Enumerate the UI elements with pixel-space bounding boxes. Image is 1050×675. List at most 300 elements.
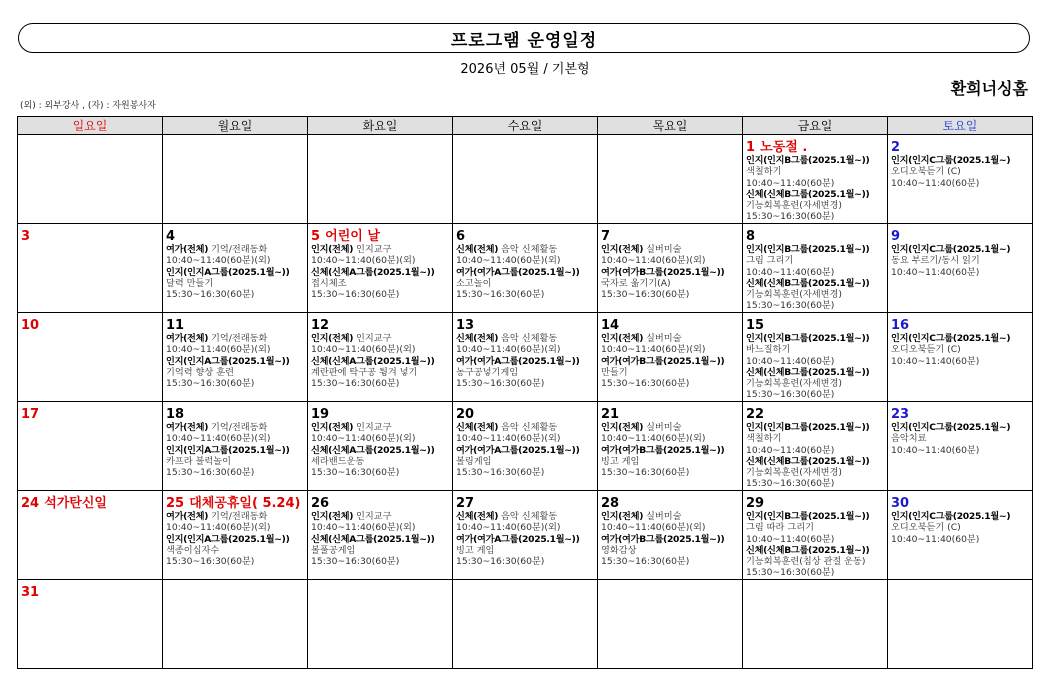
day-number: 1 — [746, 140, 756, 155]
day-header — [746, 403, 885, 422]
program-category: 신체(신체A그룹(2025.1월~)) — [311, 533, 435, 545]
program-entry — [746, 456, 885, 490]
day-header — [601, 225, 740, 244]
program-name: 볼풀공게임 — [311, 544, 356, 556]
program-time: 15:30~16:30(60분) — [746, 211, 835, 223]
program-time: 15:30~16:30(60분) — [746, 478, 835, 490]
program-entry — [311, 422, 450, 445]
program-entry — [601, 333, 740, 356]
program-name: 빙고 게임 — [601, 455, 640, 467]
program-time: 10:40~11:40(60분)(외) — [166, 344, 271, 356]
program-category: 여가(전체) — [166, 244, 209, 255]
program-name: 달력 만들기 — [166, 277, 214, 289]
program-time: 10:40~11:40(60분) — [891, 266, 980, 278]
program-entry — [166, 333, 305, 356]
program-category: 인지(전체) — [311, 333, 354, 344]
week-row — [18, 313, 1033, 402]
program-name: 음악 신체활동 — [501, 244, 558, 255]
holiday-label: 대체공휴일( 5.24) — [189, 496, 301, 511]
day-number: 18 — [166, 407, 185, 422]
day-number: 8 — [746, 229, 756, 244]
program-time: 10:40~11:40(60분) — [746, 355, 835, 367]
program-name: 그림 따라 그리기 — [746, 522, 814, 534]
program-name: 기억/전래동화 — [211, 511, 268, 522]
program-name: 소고놀이 — [456, 277, 492, 289]
day-cell — [163, 580, 308, 669]
program-time: 15:30~16:30(60분) — [311, 467, 400, 479]
day-cell — [453, 313, 598, 402]
program-category: 신체(신체A그룹(2025.1월~)) — [311, 266, 435, 278]
weekday-fri: 금요일 — [743, 117, 888, 135]
day-header — [746, 492, 885, 511]
program-entry — [456, 511, 595, 534]
program-category: 인지(전체) — [601, 511, 644, 522]
day-header — [601, 314, 740, 333]
program-category: 여가(여가A그룹(2025.1월~)) — [456, 533, 580, 545]
day-number: 25 — [166, 496, 185, 511]
program-entry — [456, 445, 595, 479]
day-cell — [308, 402, 453, 491]
program-time: 15:30~16:30(60분) — [311, 378, 400, 390]
holiday-label: 석가탄신일 — [44, 496, 107, 511]
program-name: 접시체조 — [311, 277, 347, 289]
program-category: 신체(전체) — [456, 422, 499, 433]
program-entry — [891, 155, 1030, 189]
program-category: 여가(여가B그룹(2025.1월~)) — [601, 444, 725, 456]
program-category: 신체(신체B그룹(2025.1월~)) — [746, 277, 870, 289]
holiday-label: 어린이 날 — [325, 229, 380, 244]
program-name: 기능회복훈련(자세변경) — [746, 289, 842, 301]
program-entry — [166, 445, 305, 479]
program-category: 여가(여가A그룹(2025.1월~)) — [456, 444, 580, 456]
program-time: 10:40~11:40(60분)(외) — [311, 255, 416, 267]
day-cell — [18, 402, 163, 491]
day-cell — [743, 224, 888, 313]
calendar-body — [18, 135, 1033, 669]
program-entry — [601, 244, 740, 267]
day-header — [21, 225, 160, 244]
page-title: 프로그램 운영일정 — [450, 30, 598, 51]
day-number: 31 — [21, 585, 40, 600]
day-cell — [743, 402, 888, 491]
program-time: 15:30~16:30(60분) — [601, 289, 690, 301]
week-row — [18, 580, 1033, 669]
program-time: 10:40~11:40(60분)(외) — [601, 522, 706, 534]
program-name: 색칠하기 — [746, 166, 782, 178]
page-title-box — [18, 23, 1030, 53]
day-cell — [18, 580, 163, 669]
day-cell — [453, 224, 598, 313]
program-entry — [166, 356, 305, 390]
program-name: 기능회복훈련(자세변경) — [746, 378, 842, 390]
program-name: 인지교구 — [356, 333, 392, 344]
program-entry — [746, 278, 885, 312]
day-header — [891, 225, 1030, 244]
program-category: 여가(전체) — [166, 422, 209, 433]
day-number: 13 — [456, 318, 475, 333]
day-cell — [888, 224, 1033, 313]
day-header — [456, 314, 595, 333]
schedule-subtitle: 2026년 05월 / 기본형 — [460, 62, 590, 77]
program-name: 빙고 게임 — [456, 544, 495, 556]
program-category: 여가(여가B그룹(2025.1월~)) — [601, 533, 725, 545]
program-category: 여가(여가B그룹(2025.1월~)) — [601, 355, 725, 367]
day-cell — [453, 491, 598, 580]
program-entry — [601, 534, 740, 568]
program-category: 인지(인지C그룹(2025.1월~) — [891, 244, 1011, 255]
day-header — [456, 492, 595, 511]
weekday-sat: 토요일 — [888, 117, 1033, 135]
day-header — [456, 225, 595, 244]
day-cell — [308, 224, 453, 313]
program-time: 10:40~11:40(60분)(외) — [311, 433, 416, 445]
day-cell — [18, 491, 163, 580]
program-entry — [166, 267, 305, 301]
day-cell — [743, 580, 888, 669]
program-name: 세라밴드운동 — [311, 455, 365, 467]
day-cell — [308, 135, 453, 224]
day-cell — [598, 402, 743, 491]
program-entry — [456, 244, 595, 267]
program-name: 실버미술 — [646, 511, 682, 522]
program-time: 10:40~11:40(60분)(외) — [456, 255, 561, 267]
program-name: 실버미술 — [646, 333, 682, 344]
program-time: 15:30~16:30(60분) — [456, 556, 545, 568]
program-category: 인지(인지C그룹(2025.1월~) — [891, 422, 1011, 433]
program-category: 인지(인지C그룹(2025.1월~) — [891, 511, 1011, 522]
program-entry — [166, 511, 305, 534]
program-time: 10:40~11:40(60분)(외) — [456, 433, 561, 445]
program-entry — [746, 367, 885, 401]
program-name: 인지교구 — [356, 422, 392, 433]
calendar-table — [17, 116, 1033, 669]
program-entry — [891, 244, 1030, 278]
program-name: 실버미술 — [646, 244, 682, 255]
program-name: 인지교구 — [356, 511, 392, 522]
day-cell — [163, 135, 308, 224]
program-entry — [891, 333, 1030, 367]
day-cell — [18, 135, 163, 224]
program-time: 10:40~11:40(60분)(외) — [166, 255, 271, 267]
program-name: 국자로 옮기기(A) — [601, 277, 671, 289]
program-entry — [311, 333, 450, 356]
day-cell — [453, 135, 598, 224]
day-cell — [598, 224, 743, 313]
program-name: 기억/전래동화 — [211, 333, 268, 344]
day-cell — [453, 402, 598, 491]
program-name: 기능회복훈련(침상 관절 운동) — [746, 556, 866, 568]
program-category: 신체(전체) — [456, 511, 499, 522]
program-category: 인지(전체) — [311, 422, 354, 433]
program-time: 15:30~16:30(60분) — [456, 378, 545, 390]
program-entry — [891, 511, 1030, 545]
day-header — [746, 225, 885, 244]
program-category: 인지(인지B그룹(2025.1월~)) — [746, 422, 870, 433]
program-entry — [601, 422, 740, 445]
program-name: 기능회복훈련(자세변경) — [746, 467, 842, 479]
program-time: 15:30~16:30(60분) — [601, 467, 690, 479]
program-entry — [746, 511, 885, 545]
program-time: 10:40~11:40(60분)(외) — [456, 344, 561, 356]
program-time: 10:40~11:40(60분) — [891, 177, 980, 189]
day-cell — [308, 580, 453, 669]
day-cell — [743, 313, 888, 402]
program-entry — [456, 534, 595, 568]
day-number: 14 — [601, 318, 620, 333]
program-category: 인지(인지A그룹(2025.1월~)) — [166, 444, 290, 456]
program-name: 실버미술 — [646, 422, 682, 433]
program-entry — [311, 244, 450, 267]
program-entry — [746, 422, 885, 456]
program-time: 10:40~11:40(60분)(외) — [311, 344, 416, 356]
day-header — [891, 492, 1030, 511]
program-name: 음악 신체활동 — [501, 511, 558, 522]
program-entry — [456, 333, 595, 356]
day-cell — [888, 135, 1033, 224]
program-entry — [166, 534, 305, 568]
week-row — [18, 491, 1033, 580]
day-cell — [888, 491, 1033, 580]
program-name: 음악 신체활동 — [501, 333, 558, 344]
day-header — [746, 314, 885, 333]
day-number: 11 — [166, 318, 185, 333]
program-category: 신체(신체B그룹(2025.1월~)) — [746, 544, 870, 556]
day-header — [311, 314, 450, 333]
program-category: 신체(신체B그룹(2025.1월~)) — [746, 455, 870, 467]
program-name: 오디오북듣기 (C) — [891, 522, 961, 534]
day-header — [601, 492, 740, 511]
day-number: 4 — [166, 229, 176, 244]
day-cell — [308, 313, 453, 402]
day-cell — [598, 135, 743, 224]
day-number: 22 — [746, 407, 765, 422]
program-category: 여가(전체) — [166, 333, 209, 344]
day-number: 29 — [746, 496, 765, 511]
program-name: 음악치료 — [891, 433, 927, 445]
weekday-wed: 수요일 — [453, 117, 598, 135]
program-name: 기능회복훈련(자세변경) — [746, 200, 842, 212]
program-time: 15:30~16:30(60분) — [601, 378, 690, 390]
program-name: 영화감상 — [601, 544, 637, 556]
program-category: 신체(신체B그룹(2025.1월~)) — [746, 188, 870, 200]
day-cell — [743, 491, 888, 580]
program-entry — [456, 422, 595, 445]
day-number: 27 — [456, 496, 475, 511]
program-name: 인지교구 — [356, 244, 392, 255]
program-category: 인지(인지B그룹(2025.1월~)) — [746, 333, 870, 344]
program-entry — [311, 267, 450, 301]
program-time: 15:30~16:30(60분) — [166, 289, 255, 301]
program-time: 10:40~11:40(60분) — [891, 533, 980, 545]
day-cell — [163, 313, 308, 402]
program-category: 신체(전체) — [456, 333, 499, 344]
weekday-thu: 목요일 — [598, 117, 743, 135]
week-row — [18, 224, 1033, 313]
program-entry — [601, 511, 740, 534]
day-cell — [163, 402, 308, 491]
day-number: 3 — [21, 229, 31, 244]
day-header — [21, 314, 160, 333]
program-category: 인지(인지A그룹(2025.1월~)) — [166, 533, 290, 545]
program-category: 신체(신체A그룹(2025.1월~)) — [311, 355, 435, 367]
program-entry — [891, 422, 1030, 456]
program-name: 볼링게임 — [456, 455, 492, 467]
day-number: 6 — [456, 229, 466, 244]
program-entry — [601, 267, 740, 301]
day-number: 12 — [311, 318, 330, 333]
program-entry — [746, 155, 885, 189]
program-time: 10:40~11:40(60분)(외) — [166, 433, 271, 445]
program-category: 인지(전체) — [311, 511, 354, 522]
program-entry — [311, 511, 450, 534]
day-cell — [888, 402, 1033, 491]
program-entry — [746, 545, 885, 579]
program-time: 15:30~16:30(60분) — [746, 389, 835, 401]
day-header — [166, 403, 305, 422]
weekday-mon: 월요일 — [163, 117, 308, 135]
day-number: 20 — [456, 407, 475, 422]
program-category: 인지(전체) — [601, 244, 644, 255]
program-category: 신체(신체B그룹(2025.1월~)) — [746, 366, 870, 378]
day-header — [166, 225, 305, 244]
program-entry — [311, 356, 450, 390]
program-name: 바느질하기 — [746, 344, 791, 356]
holiday-label: 노동절 . — [760, 140, 808, 155]
day-number: 17 — [21, 407, 40, 422]
program-name: 오디오북듣기 (C) — [891, 344, 961, 356]
day-cell — [743, 135, 888, 224]
day-number: 28 — [601, 496, 620, 511]
day-header — [311, 225, 450, 244]
program-name: 농구공넣기게임 — [456, 366, 519, 378]
program-name: 동요 부르기/동시 읽기 — [891, 255, 980, 267]
program-name: 계란판에 탁구공 튕겨 넣기 — [311, 366, 418, 378]
day-header — [311, 492, 450, 511]
program-time: 10:40~11:40(60분) — [746, 266, 835, 278]
day-number: 15 — [746, 318, 765, 333]
day-cell — [888, 313, 1033, 402]
day-header — [21, 581, 160, 600]
program-time: 15:30~16:30(60분) — [311, 556, 400, 568]
day-header — [601, 403, 740, 422]
program-category: 인지(전체) — [311, 244, 354, 255]
program-entry — [166, 422, 305, 445]
program-category: 인지(전체) — [601, 333, 644, 344]
day-header — [891, 403, 1030, 422]
program-category: 인지(인지A그룹(2025.1월~)) — [166, 266, 290, 278]
program-time: 10:40~11:40(60분)(외) — [456, 522, 561, 534]
program-name: 오디오북듣기 (C) — [891, 166, 961, 178]
program-entry — [746, 244, 885, 278]
program-time: 10:40~11:40(60분)(외) — [601, 344, 706, 356]
program-time: 15:30~16:30(60분) — [166, 378, 255, 390]
day-cell — [453, 580, 598, 669]
day-header — [21, 492, 160, 511]
program-name: 만들기 — [601, 366, 628, 378]
program-category: 인지(인지B그룹(2025.1월~)) — [746, 511, 870, 522]
program-time: 15:30~16:30(60분) — [746, 567, 835, 579]
program-time: 15:30~16:30(60분) — [456, 289, 545, 301]
program-time: 15:30~16:30(60분) — [746, 300, 835, 312]
day-header — [746, 136, 885, 155]
day-number: 24 — [21, 496, 40, 511]
day-number: 10 — [21, 318, 40, 333]
day-cell — [598, 491, 743, 580]
day-number: 19 — [311, 407, 330, 422]
program-time: 10:40~11:40(60분) — [746, 177, 835, 189]
program-name: 카프라 블럭놀이 — [166, 455, 232, 467]
day-cell — [598, 313, 743, 402]
program-category: 인지(인지A그룹(2025.1월~)) — [166, 355, 290, 367]
program-entry — [166, 244, 305, 267]
program-category: 인지(인지B그룹(2025.1월~)) — [746, 155, 870, 166]
day-number: 9 — [891, 229, 901, 244]
program-entry — [601, 445, 740, 479]
program-entry — [746, 333, 885, 367]
day-cell — [598, 580, 743, 669]
program-category: 인지(전체) — [601, 422, 644, 433]
day-number: 5 — [311, 229, 321, 244]
program-time: 10:40~11:40(60분)(외) — [166, 522, 271, 534]
program-category: 여가(여가A그룹(2025.1월~)) — [456, 266, 580, 278]
day-number: 16 — [891, 318, 910, 333]
program-time: 10:40~11:40(60분) — [891, 355, 980, 367]
week-row — [18, 135, 1033, 224]
day-header — [166, 314, 305, 333]
program-name: 색종이십자수 — [166, 544, 220, 556]
program-time: 15:30~16:30(60분) — [166, 467, 255, 479]
program-category: 인지(인지B그룹(2025.1월~)) — [746, 244, 870, 255]
program-time: 15:30~16:30(60분) — [456, 467, 545, 479]
program-entry — [746, 189, 885, 223]
program-category: 여가(여가A그룹(2025.1월~)) — [456, 355, 580, 367]
program-entry — [456, 267, 595, 301]
program-name: 기억력 향상 훈련 — [166, 366, 234, 378]
program-category: 여가(전체) — [166, 511, 209, 522]
day-cell — [163, 224, 308, 313]
program-time: 10:40~11:40(60분)(외) — [311, 522, 416, 534]
program-category: 여가(여가B그룹(2025.1월~)) — [601, 266, 725, 278]
program-time: 15:30~16:30(60분) — [311, 289, 400, 301]
program-name: 음악 신체활동 — [501, 422, 558, 433]
program-time: 15:30~16:30(60분) — [601, 556, 690, 568]
day-header — [166, 492, 305, 511]
weekday-header-row — [18, 117, 1033, 135]
day-cell — [18, 224, 163, 313]
day-header — [311, 403, 450, 422]
facility-name: 환희너싱홈 — [950, 79, 1028, 98]
day-number: 2 — [891, 140, 901, 155]
program-name: 색칠하기 — [746, 433, 782, 445]
day-header — [456, 403, 595, 422]
program-time: 10:40~11:40(60분) — [746, 444, 835, 456]
day-header — [891, 136, 1030, 155]
program-time: 10:40~11:40(60분) — [891, 444, 980, 456]
program-time: 10:40~11:40(60분) — [746, 533, 835, 545]
day-number: 23 — [891, 407, 910, 422]
day-header — [891, 314, 1030, 333]
program-category: 신체(전체) — [456, 244, 499, 255]
day-cell — [888, 580, 1033, 669]
program-name: 기억/전래동화 — [211, 244, 268, 255]
program-time: 15:30~16:30(60분) — [166, 556, 255, 568]
program-category: 인지(인지C그룹(2025.1월~) — [891, 155, 1011, 166]
day-number: 21 — [601, 407, 620, 422]
program-category: 인지(인지C그룹(2025.1월~) — [891, 333, 1011, 344]
program-name: 기억/전래동화 — [211, 422, 268, 433]
program-entry — [311, 445, 450, 479]
program-name: 그림 그리기 — [746, 255, 794, 267]
